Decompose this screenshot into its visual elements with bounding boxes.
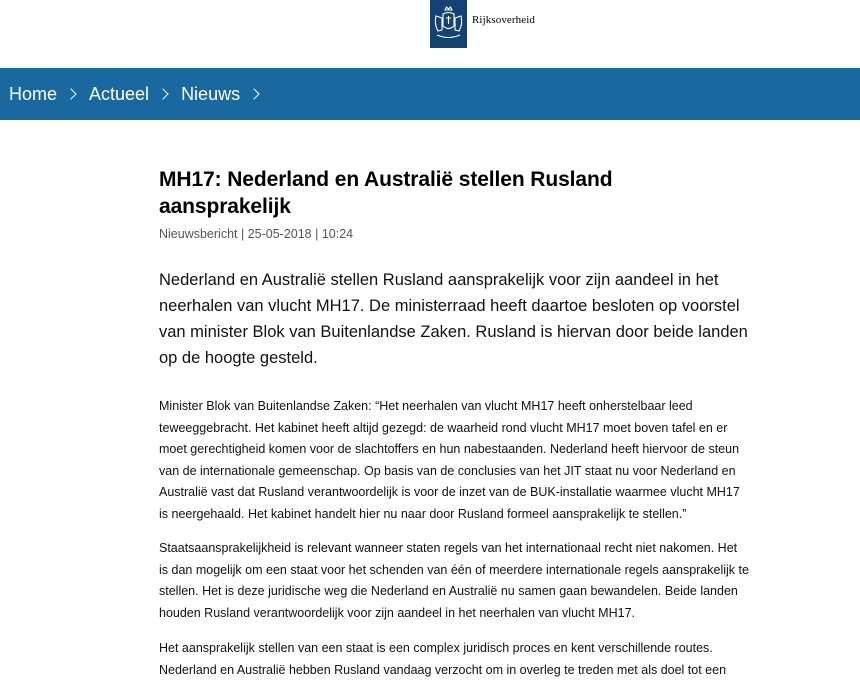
chevron-right-icon (65, 88, 76, 99)
breadcrumb-label: Actueel (89, 83, 150, 104)
breadcrumb-actueel[interactable] (89, 84, 181, 105)
page-title: MH17: Nederland en Australië stellen Rusland aansprakelijk (159, 168, 613, 218)
article (159, 120, 749, 681)
breadcrumb-nieuws[interactable] (181, 84, 272, 105)
article-paragraph: Staatsaansprakelijkheid is relevant wanneer staten regels van het internationaal recht niet nakomen. Het is dan mogelijk om een staat voor het schenden van één of meerdere internationale regels aansprakelijk te stellen. Het is deze juridische weg die Nederland en Australië nu samen gaan bewandelen. Beide landen houden Rusland verantwoordelijk voor zijn aandeel in het neerhalen van vlucht MH17. (159, 541, 749, 620)
logo-text: Rijksoverheid (472, 14, 536, 26)
chevron-right-icon (157, 88, 168, 99)
breadcrumb-label: Home (9, 83, 58, 104)
site-logo[interactable] (430, 0, 535, 48)
article-meta: Nieuwsbericht | 25-05-2018 | 10:24 (159, 227, 354, 241)
article-paragraph: Het aansprakelijk stellen van een staat is een complex juridisch proces en kent verschillende routes. Nederland en Australië hebben Rusland vandaag verzocht om in overleg te treden met als doel tot een (159, 641, 727, 677)
article-paragraph: Minister Blok van Buitenlandse Zaken: “Het neerhalen van vlucht MH17 heeft onherstelbaar leed teweeggebracht. Het kabinet heeft altijd gezegd: de waarheid rond vlucht MH17 moet boven tafel en er moet gerechtigheid komen voor de slachtoffers en hun nabestaanden. Nederland heeft hiervoor de steun van de internationale gemeenschap. Op basis van de conclusies van het JIT staat nu voor Nederland en Australië vast dat Rusland verantwoordelijk is voor de inzet van de BUK-installatie waarmee vlucht MH17 is neergehaald. Het kabinet handelt hier nu naar door Rusland formeel aansprakelijk te stellen.” (159, 399, 740, 521)
breadcrumb (0, 68, 860, 120)
breadcrumb-label: Nieuws (181, 83, 241, 104)
chevron-right-icon (248, 88, 259, 99)
coat-of-arms-icon (430, 0, 467, 48)
article-lead: Nederland en Australië stellen Rusland aansprakelijk voor zijn aandeel in het neerhalen van vlucht MH17. De ministerraad heeft daartoe besloten op voorstel van minister Blok van Buitenlandse Zaken. Rusland is hiervan door beide landen op de hoogte gesteld. (159, 271, 748, 367)
site-header (0, 0, 860, 68)
breadcrumb-home[interactable] (9, 84, 89, 105)
